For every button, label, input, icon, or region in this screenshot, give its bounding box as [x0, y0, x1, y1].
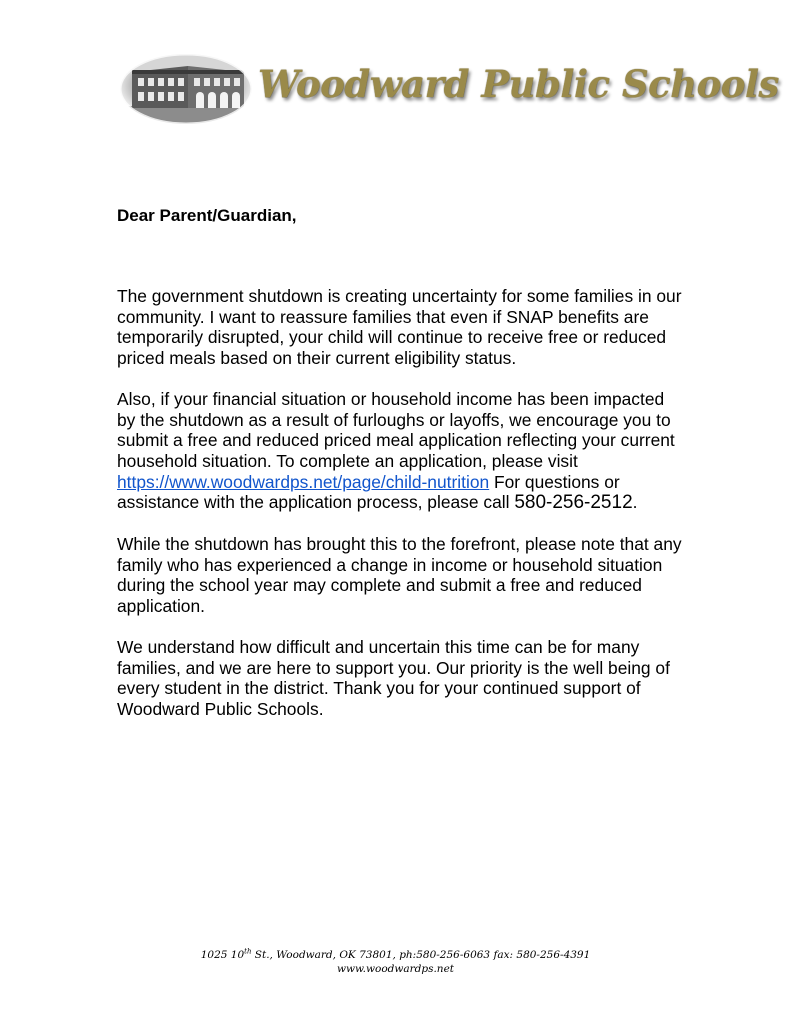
footer-address — [0, 948, 791, 962]
address-prefix: 1025 10 — [200, 949, 245, 961]
paragraph-text: For questions or assistance with the application process, please call — [117, 471, 620, 513]
letterhead — [116, 52, 779, 128]
paragraph-any-family: While the shutdown has brought this to the forefront, please note that any family who has experienced a change in income or household situation during the school year may complete and submit a free and reduced application. — [117, 534, 682, 617]
phone-number: 580-256-2512 — [514, 492, 633, 514]
school-building-logo — [118, 52, 254, 126]
school-name-logo-text: Woodward Public Schools — [258, 62, 779, 106]
address-superscript: th — [244, 947, 252, 956]
salutation: Dear Parent/Guardian, — [117, 206, 297, 225]
paragraph-text: Also, if your financial situation or household income has been impacted by the shutdown as a result of furloughs or layoffs, we encourage you to submit a free and reduced priced meal application reflecting your current household situation. To complete an application, please visit — [117, 388, 675, 471]
address-suffix: St., Woodward, OK 73801, ph:580-256-6063 fax: 580-256-4391 — [251, 949, 591, 961]
paragraph-text: . — [632, 492, 638, 513]
paragraph-closing: We understand how difficult and uncertain this time can be for many families, and we are here to support you. Our priority is the well being of every student in the district. Thank you for your continued support of Woodward Public Schools. — [117, 636, 670, 719]
footer-website: www.woodwardps.net — [336, 963, 455, 975]
footer — [0, 948, 791, 976]
child-nutrition-link[interactable]: https://www.woodwardps.net/page/child-nutrition — [117, 471, 490, 492]
paragraph-application-info — [117, 389, 687, 514]
paragraph-shutdown-intro: The government shutdown is creating uncertainty for some families in our community. I want to reassure families that even if SNAP benefits are temporarily disrupted, your child will continue to receive free or reduced priced meals based on their current eligibility status. — [117, 286, 682, 369]
letter-body — [117, 286, 687, 740]
